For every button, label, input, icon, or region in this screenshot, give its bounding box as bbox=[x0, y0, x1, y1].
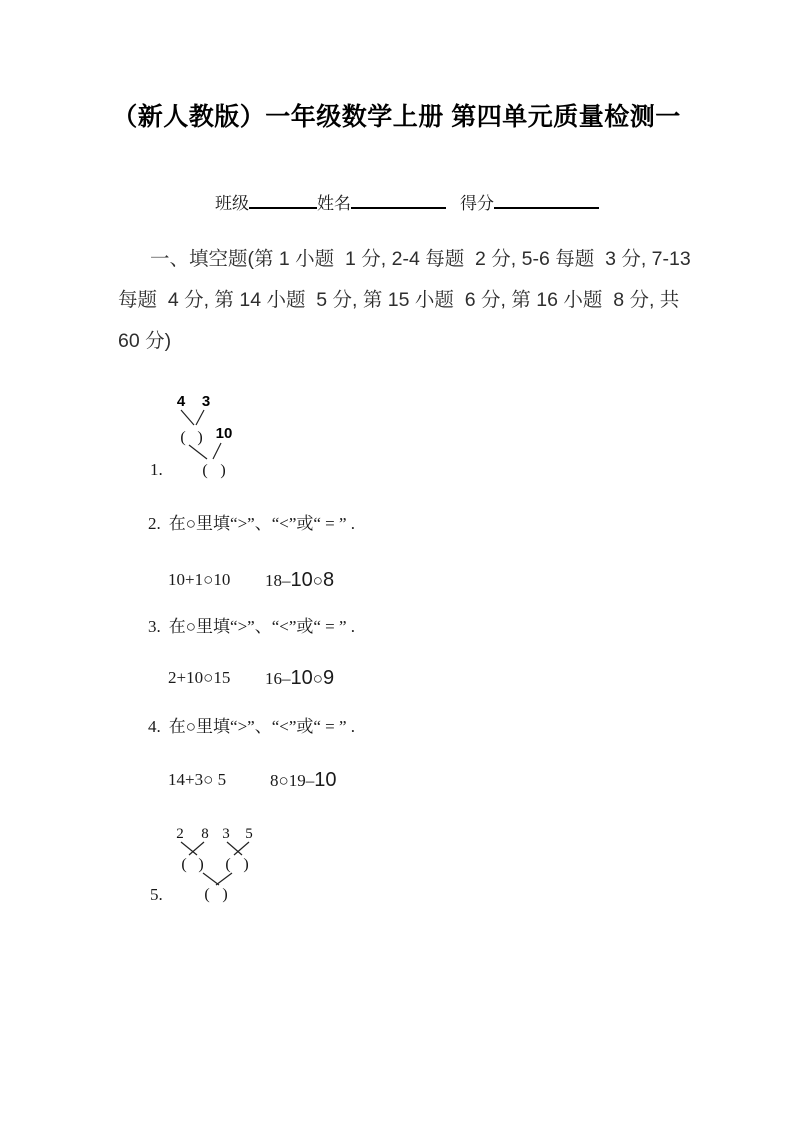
expr-text: 10 bbox=[290, 569, 313, 591]
expr-text: 9 bbox=[323, 667, 335, 689]
q3-number: 3. bbox=[148, 617, 161, 636]
expr-text: 16– bbox=[265, 669, 291, 688]
expr-text: 18– bbox=[265, 571, 291, 590]
expr-text: 19– bbox=[288, 771, 315, 790]
connector-line bbox=[189, 842, 204, 855]
connector-line bbox=[216, 873, 232, 885]
name-blank-line bbox=[351, 190, 446, 209]
expr-text: 2+10 bbox=[168, 668, 204, 687]
q2-number: 2. bbox=[148, 514, 161, 533]
expr-text: 10 bbox=[213, 570, 231, 589]
connector-line bbox=[196, 410, 204, 425]
q1-total-value: 10 bbox=[215, 425, 233, 442]
connector-line bbox=[227, 842, 242, 855]
connector-line bbox=[181, 410, 194, 425]
q2-prompt-row bbox=[148, 509, 355, 534]
expr-text: 14+3 bbox=[168, 770, 204, 789]
compare-circle: ○ bbox=[203, 668, 214, 687]
q2-expression-right bbox=[265, 569, 334, 592]
q3-expression-right bbox=[265, 667, 334, 690]
name-label: 姓名 bbox=[317, 194, 351, 213]
q1-number-bond-diagram bbox=[145, 386, 265, 486]
compare-circle: ○ bbox=[203, 770, 214, 789]
expr-text: 15 bbox=[213, 668, 231, 687]
compare-circle: ○ bbox=[312, 571, 324, 590]
connector-line bbox=[203, 873, 219, 885]
connector-line bbox=[181, 842, 197, 855]
q3-expression-left bbox=[168, 667, 230, 689]
q5-bottom-blank-close: ) bbox=[222, 886, 228, 903]
connector-line bbox=[213, 443, 221, 459]
q3-prompt-row bbox=[148, 612, 355, 637]
expr-text: 8 bbox=[270, 771, 279, 790]
score-label: 得分 bbox=[460, 194, 494, 213]
q5-number-bond-diagram bbox=[145, 820, 265, 910]
q4-expression-left bbox=[168, 769, 226, 791]
q1-mid-blank-close: ) bbox=[197, 429, 203, 446]
expr-text: 8 bbox=[323, 569, 335, 591]
q1-mid-blank-open: ( bbox=[180, 429, 186, 446]
q5-right-blank-close: ) bbox=[243, 856, 249, 873]
compare-circle: ○ bbox=[203, 570, 214, 589]
q5-number-1: 2 bbox=[176, 826, 184, 842]
q1-number: 1. bbox=[150, 460, 163, 479]
expr-text: 10 bbox=[314, 769, 337, 791]
q5-number: 5. bbox=[150, 885, 163, 904]
q5-right-blank-open: ( bbox=[225, 856, 231, 873]
q5-number-2: 8 bbox=[201, 826, 209, 842]
q1-addend-2: 3 bbox=[201, 393, 211, 410]
q2-prompt: 在○里填“>”、“<”或“ = ” . bbox=[168, 514, 356, 533]
header-fields-row bbox=[215, 189, 599, 214]
score-blank-line bbox=[494, 190, 599, 209]
expr-text: 10 bbox=[290, 667, 313, 689]
q5-number-4: 5 bbox=[245, 826, 253, 842]
q5-bottom-blank-open: ( bbox=[204, 886, 210, 903]
q5-left-blank-close: ) bbox=[198, 856, 204, 873]
q4-number: 4. bbox=[148, 717, 161, 736]
q4-prompt-row bbox=[148, 712, 355, 737]
section-heading-line-2: 每题 4 分, 第 14 小题 5 分, 第 15 小题 6 分, 第 16 小题 8 分, 共 bbox=[118, 289, 680, 311]
q5-number-3: 3 bbox=[222, 826, 230, 842]
q1-addend-1: 4 bbox=[176, 393, 186, 410]
q5-left-blank-open: ( bbox=[181, 856, 187, 873]
compare-circle: ○ bbox=[278, 771, 289, 790]
q1-bottom-blank-close: ) bbox=[220, 462, 226, 479]
q3-prompt: 在○里填“>”、“<”或“ = ” . bbox=[168, 617, 356, 636]
class-label: 班级 bbox=[215, 194, 249, 213]
class-blank-line bbox=[249, 190, 317, 209]
connector-line bbox=[234, 842, 249, 855]
expr-text: 5 bbox=[213, 770, 227, 789]
section-heading-line-3: 60 分) bbox=[118, 330, 172, 352]
connector-line bbox=[189, 445, 207, 459]
q2-expression-left bbox=[168, 569, 230, 591]
section-heading-line-1: 一、填空题(第 1 小题 1 分, 2-4 每题 2 分, 5-6 每题 3 分, 7-13 bbox=[150, 248, 691, 270]
q4-prompt: 在○里填“>”、“<”或“ = ” . bbox=[168, 717, 356, 736]
compare-circle: ○ bbox=[312, 669, 324, 688]
q4-expression-right bbox=[270, 769, 337, 792]
q1-bottom-blank-open: ( bbox=[202, 462, 208, 479]
document-title: （新人教版）一年级数学上册 第四单元质量检测一 bbox=[112, 103, 681, 131]
expr-text: 10+1 bbox=[168, 570, 204, 589]
